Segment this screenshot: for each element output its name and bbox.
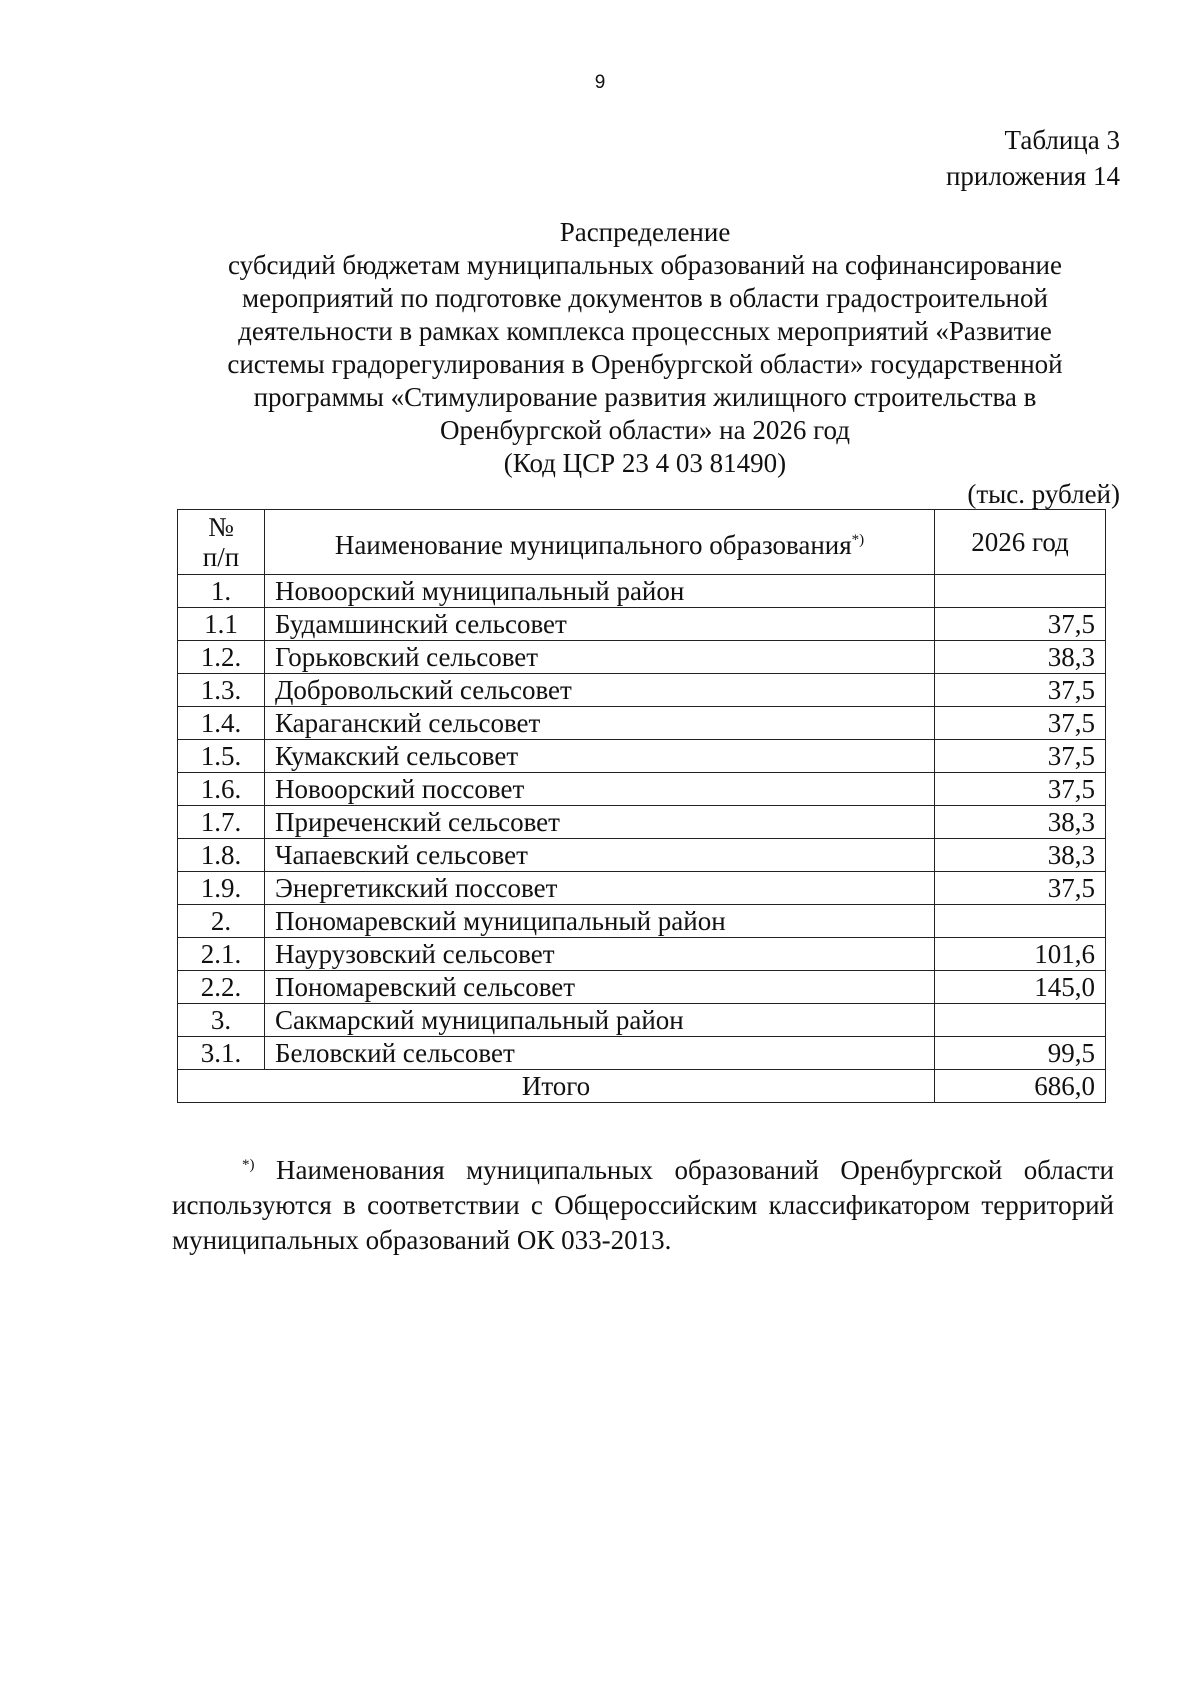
units-label: (тыс. рублей) <box>967 479 1120 509</box>
row-value: 38,3 <box>935 806 1106 839</box>
table-ref-line2: приложения 14 <box>945 161 1120 191</box>
row-number: 1.1 <box>178 608 265 641</box>
header-name <box>265 510 935 575</box>
row-value: 37,5 <box>935 707 1106 740</box>
row-number: 1. <box>178 575 265 608</box>
table-header-row <box>178 510 1106 575</box>
total-value: 686,0 <box>935 1070 1106 1103</box>
row-value: 145,0 <box>935 971 1106 1004</box>
table-row <box>178 905 1106 938</box>
row-number: 2.1. <box>178 938 265 971</box>
row-name: Караганский сельсовет <box>265 707 935 740</box>
title-line: мероприятий по подготовке документов в области градостроительной <box>242 283 1048 313</box>
title-line: (Код ЦСР 23 4 03 81490) <box>503 448 787 478</box>
row-number: 1.6. <box>178 773 265 806</box>
footnote-text: Наименования муниципальных образований Оренбургской области используются в соответствии с Общероссийским классификатором территорий муниципальных образований ОК 033-2013. <box>172 1155 1114 1255</box>
distribution-table <box>177 509 1106 1103</box>
table-row <box>178 806 1106 839</box>
row-name: Энергетикский поссовет <box>265 872 935 905</box>
row-number: 3.1. <box>178 1037 265 1070</box>
title-line: Оренбургской области» на 2026 год <box>440 415 850 445</box>
row-name: Пономаревский муниципальный район <box>265 905 935 938</box>
table-row <box>178 1004 1106 1037</box>
table-row <box>178 773 1106 806</box>
table-row <box>178 641 1106 674</box>
header-name-footnote-marker: *) <box>851 531 865 548</box>
row-value: 37,5 <box>935 773 1106 806</box>
row-number: 2. <box>178 905 265 938</box>
row-value: 37,5 <box>935 674 1106 707</box>
total-row <box>178 1070 1106 1103</box>
table-row <box>178 740 1106 773</box>
row-name: Чапаевский сельсовет <box>265 839 935 872</box>
table-ref-line1: Таблица 3 <box>1004 125 1120 155</box>
row-number: 1.4. <box>178 707 265 740</box>
row-number: 1.2. <box>178 641 265 674</box>
footnote-marker: *) <box>242 1157 255 1173</box>
page-number: 9 <box>594 72 606 93</box>
row-name: Будамшинский сельсовет <box>265 608 935 641</box>
row-value <box>935 575 1106 608</box>
row-value: 37,5 <box>935 608 1106 641</box>
row-value: 101,6 <box>935 938 1106 971</box>
row-name: Сакмарский муниципальный район <box>265 1004 935 1037</box>
table-row <box>178 938 1106 971</box>
row-number: 3. <box>178 1004 265 1037</box>
row-name: Горьковский сельсовет <box>265 641 935 674</box>
row-number: 2.2. <box>178 971 265 1004</box>
header-name-text: Наименование муниципального образования <box>334 529 852 560</box>
footnote <box>172 1148 1114 1258</box>
title-line: Распределение <box>559 217 731 247</box>
row-name: Наурузовский сельсовет <box>265 938 935 971</box>
row-name: Добровольский сельсовет <box>265 674 935 707</box>
footnote-paragraph <box>172 1148 1114 1258</box>
total-label: Итого <box>178 1070 935 1103</box>
title-line: программы «Стимулирование развития жилищного строительства в <box>253 382 1037 412</box>
row-value: 37,5 <box>935 740 1106 773</box>
title-line: системы градорегулирования в Оренбургской области» государственной <box>227 349 1063 379</box>
row-name: Приреченский сельсовет <box>265 806 935 839</box>
title-line: субсидий бюджетам муниципальных образований на софинансирование <box>228 250 1062 280</box>
table-row <box>178 575 1106 608</box>
row-value: 99,5 <box>935 1037 1106 1070</box>
header-year: 2026 год <box>935 510 1106 575</box>
row-value <box>935 905 1106 938</box>
row-name: Кумакский сельсовет <box>265 740 935 773</box>
row-value <box>935 1004 1106 1037</box>
row-value: 38,3 <box>935 641 1106 674</box>
row-name: Новоорский муниципальный район <box>265 575 935 608</box>
table-row <box>178 839 1106 872</box>
table-row <box>178 608 1106 641</box>
title-line: деятельности в рамках комплекса процессных мероприятий «Развитие <box>238 316 1052 346</box>
row-number: 1.5. <box>178 740 265 773</box>
header-number-sign: № <box>208 512 234 542</box>
row-name: Беловский сельсовет <box>265 1037 935 1070</box>
table-row <box>178 1037 1106 1070</box>
row-value: 37,5 <box>935 872 1106 905</box>
table-row <box>178 971 1106 1004</box>
row-name: Пономаревский сельсовет <box>265 971 935 1004</box>
table-row <box>178 707 1106 740</box>
header-number <box>178 510 265 575</box>
row-number: 1.3. <box>178 674 265 707</box>
row-number: 1.7. <box>178 806 265 839</box>
row-value: 38,3 <box>935 839 1106 872</box>
header-number-pp: п/п <box>202 542 240 572</box>
row-name: Новоорский поссовет <box>265 773 935 806</box>
row-number: 1.8. <box>178 839 265 872</box>
table-row <box>178 872 1106 905</box>
document-title <box>150 216 1140 480</box>
row-number: 1.9. <box>178 872 265 905</box>
table-row <box>178 674 1106 707</box>
table-reference <box>946 122 1120 194</box>
